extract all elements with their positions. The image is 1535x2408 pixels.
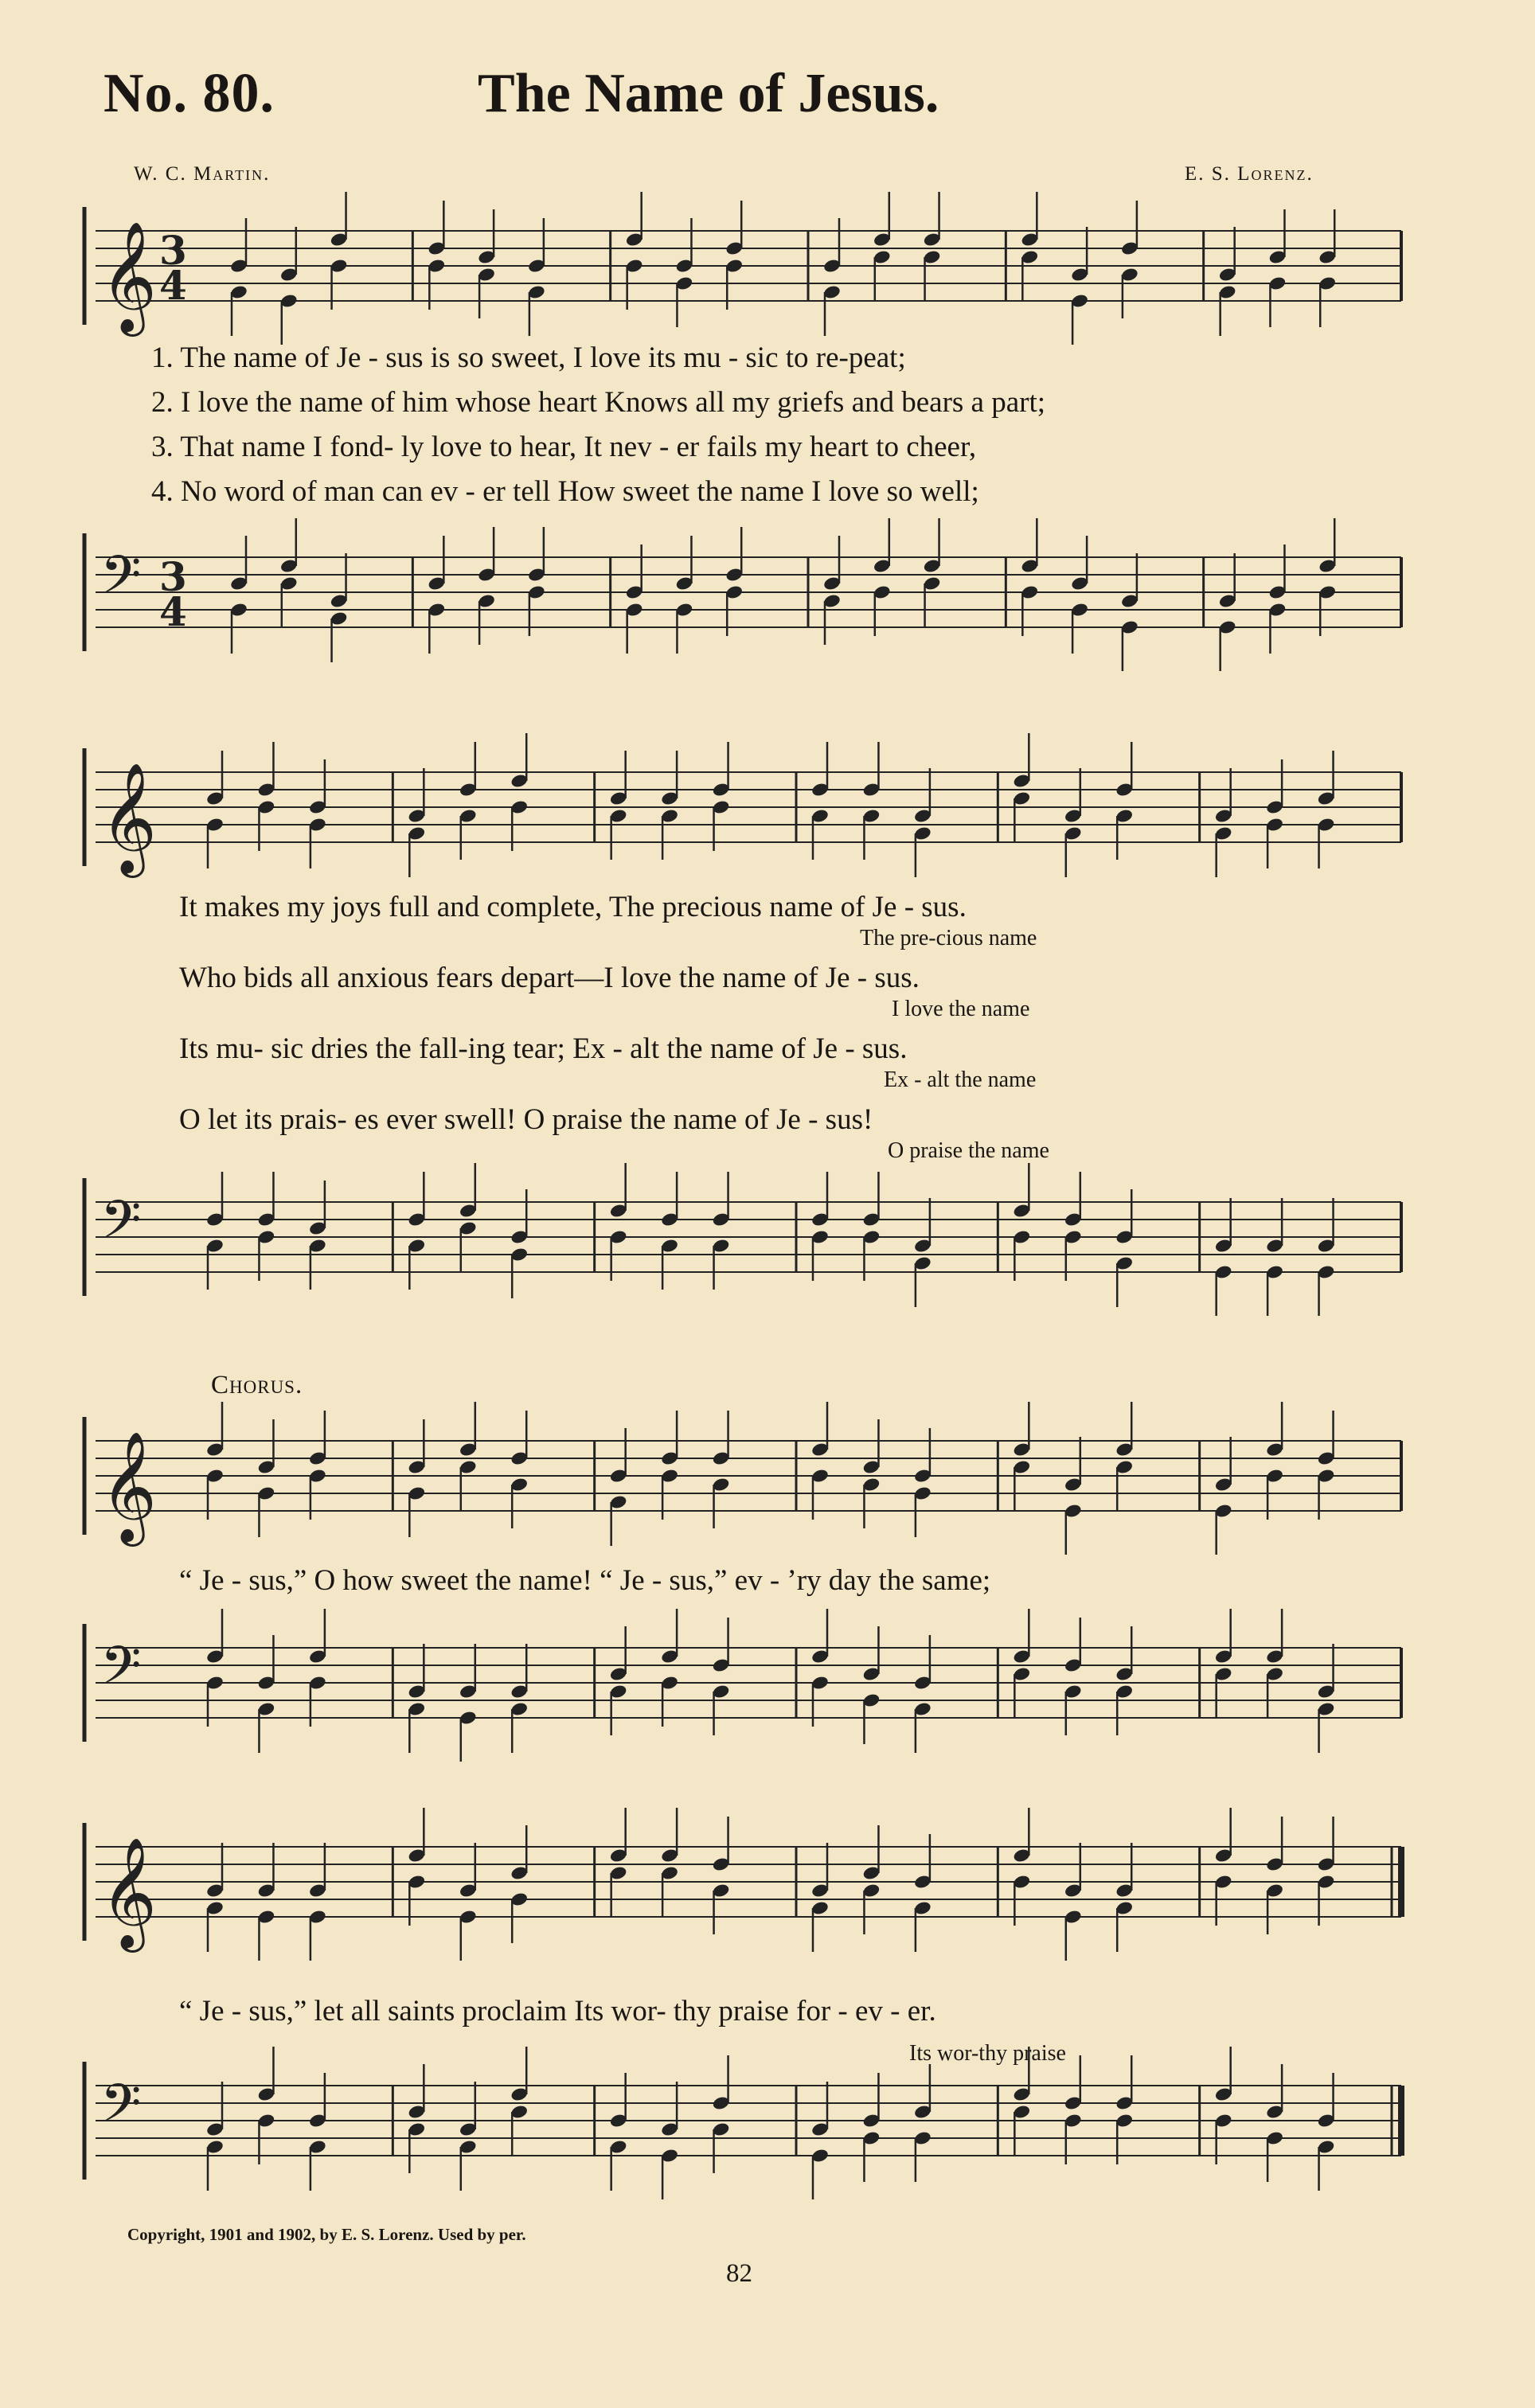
bass-clef-icon: 𝄢 xyxy=(100,1635,142,1709)
time-signature-top: 3 xyxy=(159,553,187,600)
echo-verse-2: I love the name xyxy=(892,997,1030,1021)
bass-staff-system-2 xyxy=(0,1186,1535,1313)
bass-clef-icon: 𝄢 xyxy=(100,1189,142,1263)
treble-staff-system-3 xyxy=(0,1425,1535,1552)
treble-clef-icon: 𝄞 xyxy=(100,221,157,332)
bass-clef-icon: 𝄢 xyxy=(100,2073,142,2147)
verse-3-line-2: Its mu- sic dries the fall-ing tear; Ex - alt the name of Je - sus. xyxy=(179,1032,908,1065)
verse-4-line-1: 4. No word of man can ev - er tell How sweet the name I love so well; xyxy=(151,475,979,508)
composer-credit: E. S. Lorenz. xyxy=(1185,163,1314,185)
chorus-echo: Its wor-thy praise xyxy=(909,2041,1066,2066)
time-signature-bottom: 4 xyxy=(159,588,187,635)
verse-2-line-2: Who bids all anxious fears depart—I love the name of Je - sus. xyxy=(179,962,920,994)
hymn-number: No. 80. xyxy=(104,63,275,124)
echo-verse-3: Ex - alt the name xyxy=(884,1067,1037,1092)
time-signature-top: 3 xyxy=(159,227,187,274)
treble-staff-system-2 xyxy=(0,756,1535,884)
treble-clef-icon: 𝄞 xyxy=(100,1837,157,1948)
lyricist-credit: W. C. Martin. xyxy=(134,163,271,185)
bass-clef-icon: 𝄢 xyxy=(100,544,142,619)
treble-clef-icon: 𝄞 xyxy=(100,763,157,873)
echo-verse-4: O praise the name xyxy=(888,1138,1049,1163)
verse-4-line-2: O let its prais- es ever swell! O praise the name of Je - sus! xyxy=(179,1103,873,1136)
verse-2-line-1: 2. I love the name of him whose heart Knows all my griefs and bears a part; xyxy=(151,386,1046,419)
echo-verse-1: The pre-cious name xyxy=(860,926,1037,950)
verse-3-line-1: 3. That name I fond- ly love to hear, It nev - er fails my heart to cheer, xyxy=(151,431,977,463)
verse-1-line-2: It makes my joys full and complete, The precious name of Je - sus. xyxy=(179,891,967,923)
chorus-line-1: “ Je - sus,” O how sweet the name! “ Je - sus,” ev - ’ry day the same; xyxy=(179,1564,991,1597)
bass-staff-system-3 xyxy=(0,1632,1535,1759)
treble-staff-system-1 xyxy=(0,215,1535,342)
bass-staff-system-1 xyxy=(0,541,1535,669)
chorus-line-2: “ Je - sus,” let all saints proclaim Its wor- thy praise for - ev - er. xyxy=(179,1995,936,2027)
page-number: 82 xyxy=(726,2259,752,2288)
time-signature-bottom: 4 xyxy=(159,262,187,309)
verse-1-line-1: 1. The name of Je - sus is so sweet, I love its mu - sic to re-peat; xyxy=(151,341,906,374)
bass-staff-system-4 xyxy=(0,2070,1535,2197)
treble-clef-icon: 𝄞 xyxy=(100,1431,157,1542)
treble-staff-system-4 xyxy=(0,1831,1535,1958)
copyright-notice: Copyright, 1901 and 1902, by E. S. Lorenz. Used by per. xyxy=(127,2225,526,2244)
hymn-title: The Name of Jesus. xyxy=(478,63,939,124)
chorus-label: Chorus. xyxy=(211,1371,303,1399)
